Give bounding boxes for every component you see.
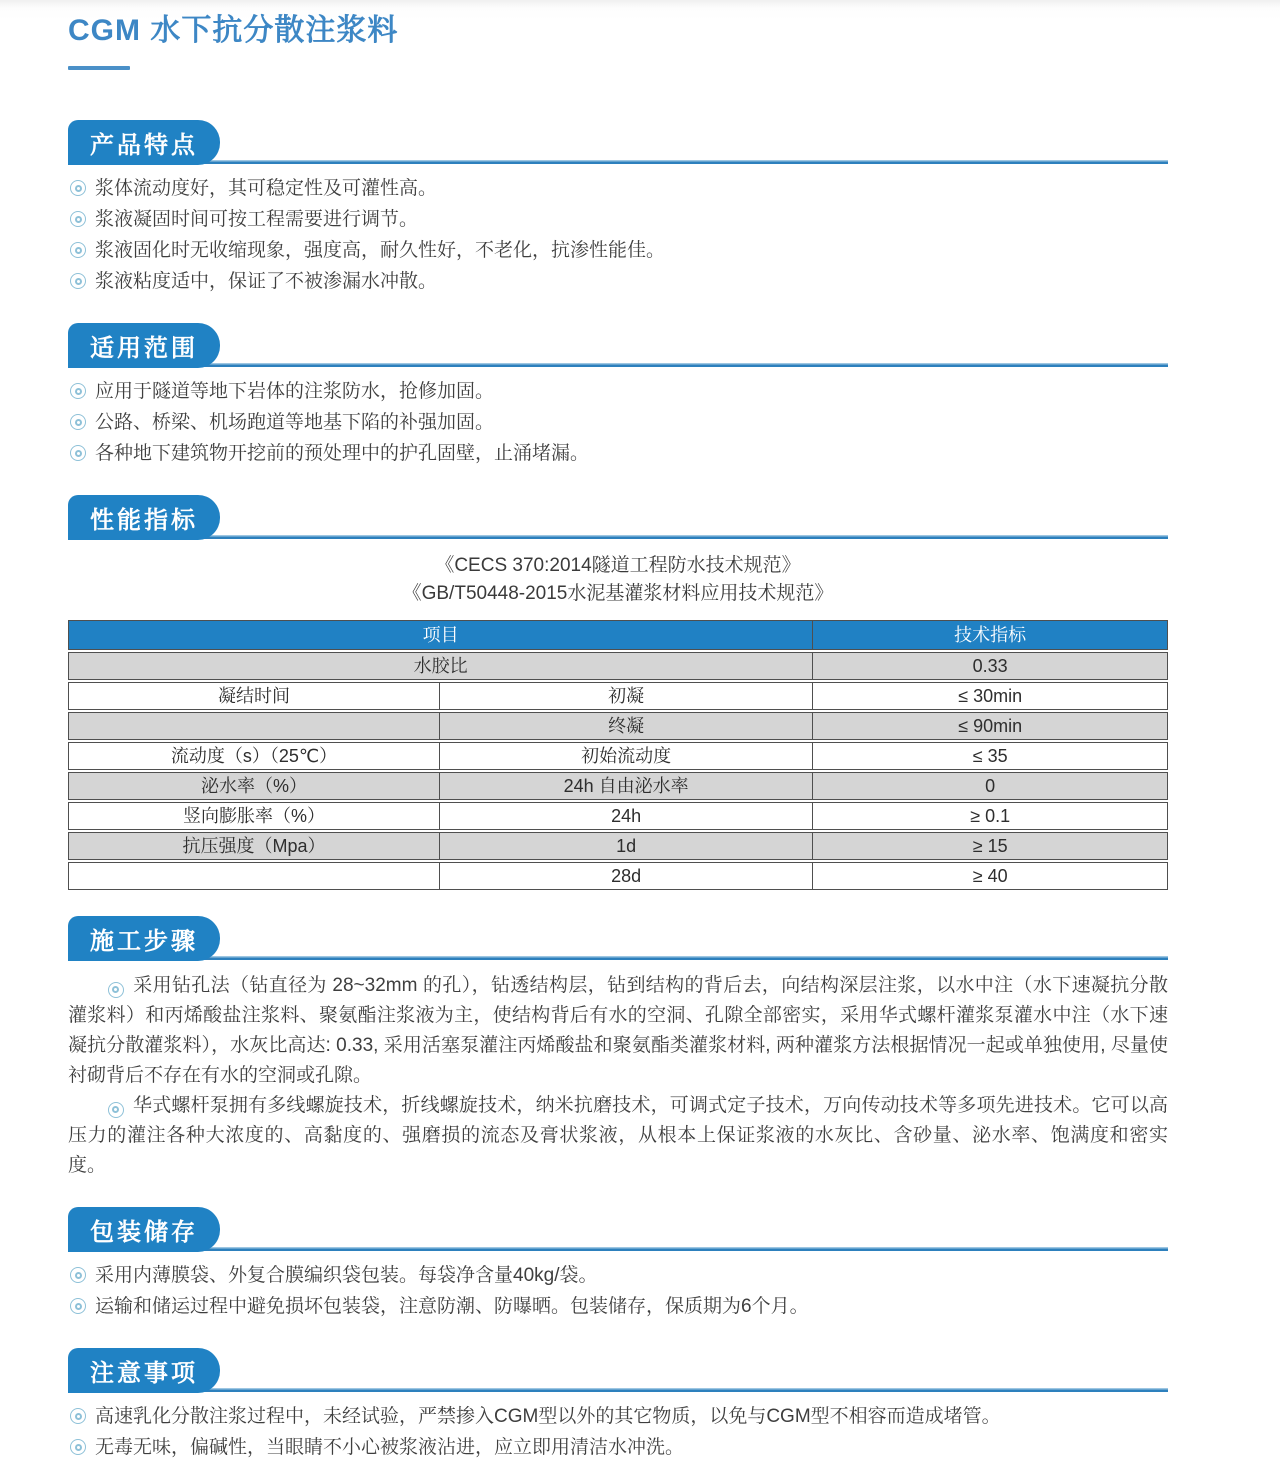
bullseye-icon: [70, 211, 86, 227]
table-cell: 24h: [439, 803, 812, 829]
bullseye-icon: [70, 445, 86, 461]
table-cell: 抗压强度（Mpa）: [182, 836, 326, 856]
table-row: [68, 832, 1168, 860]
list-item-text: 公路、桥梁、机场跑道等地基下陷的补强加固。: [95, 412, 495, 433]
table-row: [68, 682, 1168, 710]
table-header-row: [68, 620, 1168, 650]
table-cell: 0: [812, 773, 1167, 799]
section-features: [68, 120, 1168, 297]
section-performance: [68, 495, 1168, 890]
table-cell: ≥ 40: [812, 863, 1167, 889]
table-cell: 流动度（s）（25℃）: [170, 746, 338, 766]
table-cell: ≤ 90min: [812, 713, 1167, 739]
table-cell: 凝结时间: [218, 686, 290, 706]
table-cell: ≥ 15: [812, 833, 1167, 859]
section-header: [68, 1348, 1168, 1393]
list-item: [68, 438, 1168, 469]
standards-reference: [68, 552, 1168, 608]
list-item-text: 各种地下建筑物开挖前的预处理中的护孔固壁，止涌堵漏。: [95, 443, 590, 464]
header-rule: [68, 956, 1168, 960]
table-row: [68, 802, 1168, 830]
table-cell: ≤ 30min: [812, 683, 1167, 709]
table-cell: 初始流动度: [439, 743, 812, 769]
section-tab-packaging: 包装储存: [68, 1207, 220, 1252]
section-tab-notes: 注意事项: [68, 1348, 220, 1393]
list-item-text: 采用内薄膜袋、外复合膜编织袋包装。每袋净含量40kg/袋。: [95, 1265, 598, 1286]
list-item: [68, 266, 1168, 297]
list-item: [68, 173, 1168, 204]
section-tab-construction: 施工步骤: [68, 916, 220, 961]
list-item-text: 无毒无味，偏碱性，当眼睛不小心被浆液沾进，应立即用清洁水冲洗。: [95, 1437, 685, 1458]
table-cell: 0.33: [812, 653, 1167, 679]
list-item-text: 浆液凝固时间可按工程需要进行调节。: [95, 209, 419, 230]
list-item: [68, 1260, 1168, 1291]
list-item: [68, 1401, 1168, 1432]
bullseye-icon: [108, 982, 124, 998]
section-header: [68, 916, 1168, 961]
header-rule: [68, 363, 1168, 367]
table-cell: 28d: [439, 863, 812, 889]
table-cell: 泌水率（%）: [201, 776, 308, 796]
paragraph-text: 采用钻孔法（钻直径为 28~32mm 的孔），钻透结构层，钻到结构的背后去，向结构深层注浆，以水中注（水下速凝抗分散灌浆料）和丙烯酸盐注浆料、聚氨酯注浆液为主，使结构背后有水的空洞、孔隙全部密实，采用华式螺杆灌浆泵灌水中注（水下速凝抗分散灌浆料），水灰比高达: 0.33, 采用活塞泵灌注丙烯酸盐和聚氨酯类灌浆材料, 两种灌浆方法根据情况一起或单独使用, 尽量使衬砌背后不存在有水的空洞或孔隙。: [68, 975, 1168, 1086]
table-cell: 水胶比: [413, 656, 468, 676]
section-tab-scope: 适用范围: [68, 323, 220, 368]
bullseye-icon: [70, 414, 86, 430]
list-item: [68, 204, 1168, 235]
section-construction: [68, 916, 1168, 1181]
table-row: [68, 652, 1168, 680]
bullseye-icon: [70, 273, 86, 289]
table-cell: ≥ 0.1: [812, 803, 1167, 829]
performance-spec-table: [68, 620, 1168, 890]
list-item-text: 浆体流动度好，其可稳定性及可灌性高。: [95, 178, 438, 199]
bullseye-icon: [70, 1408, 86, 1424]
section-packaging: [68, 1207, 1168, 1322]
table-row: [68, 772, 1168, 800]
section-header: [68, 1207, 1168, 1252]
header-rule: [68, 535, 1168, 539]
table-row: [68, 742, 1168, 770]
construction-paragraph: [68, 1091, 1168, 1181]
bullseye-icon: [108, 1102, 124, 1118]
bullseye-icon: [70, 1267, 86, 1283]
notes-list: [68, 1401, 1168, 1463]
bullseye-icon: [70, 242, 86, 258]
construction-text: [68, 971, 1168, 1181]
list-item: [68, 1291, 1168, 1322]
table-cell: 1d: [439, 833, 812, 859]
construction-paragraph: [68, 971, 1168, 1091]
standard-line: 《GB/T50448-2015水泥基灌浆材料应用技术规范》: [402, 583, 834, 604]
table-cell: 初凝: [439, 683, 812, 709]
list-item: [68, 235, 1168, 266]
packaging-list: [68, 1260, 1168, 1322]
table-cell: [69, 713, 439, 739]
page-title: CGM 水下抗分散注浆料: [68, 14, 399, 47]
list-item-text: 应用于隧道等地下岩体的注浆防水，抢修加固。: [95, 381, 495, 402]
list-item: [68, 1432, 1168, 1463]
standard-line: 《CECS 370:2014隧道工程防水技术规范》: [435, 555, 801, 576]
table-cell: [69, 863, 439, 889]
section-tab-performance: 性能指标: [68, 495, 220, 540]
list-item-text: 运输和储运过程中避免损坏包装袋，注意防潮、防曝晒。包装储存，保质期为6个月。: [95, 1296, 809, 1317]
table-header-cell-indicator: 技术指标: [812, 621, 1167, 649]
section-tab-features: 产品特点: [68, 120, 220, 165]
section-header: [68, 120, 1168, 165]
section-header: [68, 323, 1168, 368]
table-row: [68, 712, 1168, 740]
features-list: [68, 173, 1168, 297]
table-cell: ≤ 35: [812, 743, 1167, 769]
table-cell: 终凝: [439, 713, 812, 739]
title-underline-rule: [68, 66, 130, 70]
section-header: [68, 495, 1168, 540]
bullseye-icon: [70, 383, 86, 399]
list-item-text: 浆液固化时无收缩现象，强度高，耐久性好，不老化，抗渗性能佳。: [95, 240, 666, 261]
paragraph-text: 华式螺杆泵拥有多线螺旋技术，折线螺旋技术，纳米抗磨技术，可调式定子技术，万向传动技术等多项先进技术。它可以高压力的灌注各种大浓度的、高黏度的、强磨损的流态及膏状浆液，从根本上保证浆液的水灰比、含砂量、泌水率、饱满度和密实度。: [68, 1095, 1168, 1176]
list-item-text: 高速乳化分散注浆过程中，未经试验，严禁掺入CGM型以外的其它物质，以免与CGM型不相容而造成堵管。: [95, 1406, 1001, 1427]
header-rule: [68, 1388, 1168, 1392]
section-scope: [68, 323, 1168, 469]
product-datasheet: [68, 14, 1168, 1463]
table-cell: 24h 自由泌水率: [439, 773, 812, 799]
table-row: [68, 862, 1168, 890]
header-rule: [68, 160, 1168, 164]
table-cell: 竖向膨胀率（%）: [183, 806, 326, 826]
bullseye-icon: [70, 180, 86, 196]
bullseye-icon: [70, 1298, 86, 1314]
bullseye-icon: [70, 1439, 86, 1455]
header-rule: [68, 1247, 1168, 1251]
section-notes: [68, 1348, 1168, 1463]
list-item: [68, 407, 1168, 438]
list-item: [68, 376, 1168, 407]
list-item-text: 浆液粘度适中，保证了不被渗漏水冲散。: [95, 271, 438, 292]
table-header-cell-item: 项目: [422, 625, 459, 645]
scope-list: [68, 376, 1168, 469]
